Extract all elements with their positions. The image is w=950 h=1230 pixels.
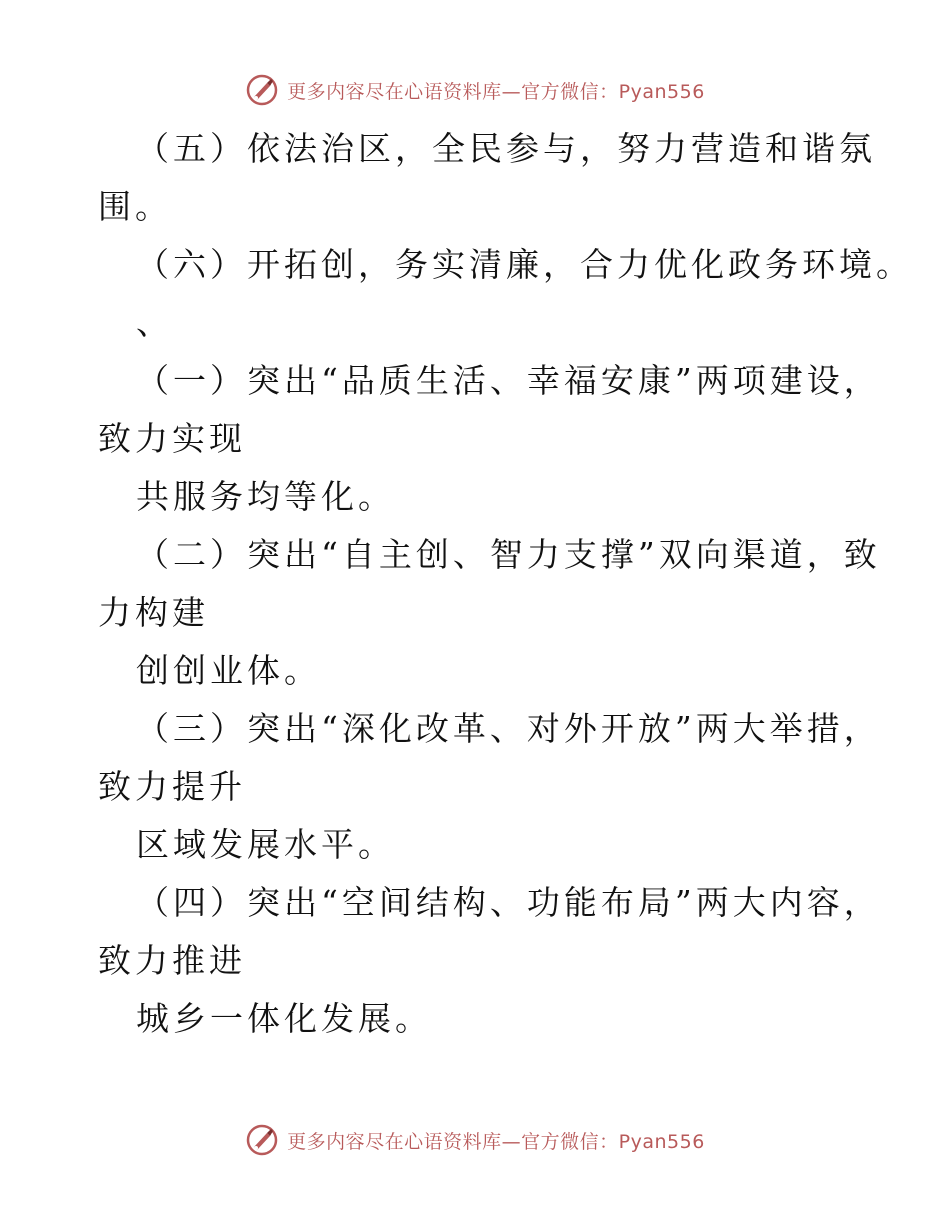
text-line: 致力实现: [98, 419, 246, 458]
watermark-text: 更多内容尽在心语资料库—官方微信：Pyan556: [287, 1130, 705, 1153]
text-line: 创创业体。: [136, 651, 321, 690]
text-line: 致力提升: [98, 767, 246, 806]
text-line: （一）突出“品质生活、幸福安康”两项建设，: [136, 361, 881, 400]
text-line: 共服务均等化。: [136, 477, 395, 516]
text-line: （二）突出“自主创、智力支撑”双向渠道，致: [136, 535, 881, 574]
pen-logo-icon: [245, 73, 279, 107]
text-line: （六）开拓创，务实清廉，合力优化政务环境。: [136, 245, 913, 284]
document-body: [98, 120, 913, 1048]
text-line: 、: [136, 303, 173, 342]
text-line: 区域发展水平。: [136, 825, 395, 864]
text-line: （三）突出“深化改革、对外开放”两大举措，: [136, 709, 881, 748]
text-line: （四）突出“空间结构、功能布局”两大内容，: [136, 883, 881, 922]
text-line: 致力推进: [98, 941, 246, 980]
watermark-text: 更多内容尽在心语资料库—官方微信：Pyan556: [287, 80, 705, 103]
pen-logo-icon: [245, 1123, 279, 1157]
text-line: 围。: [98, 187, 172, 226]
header-watermark: [0, 70, 950, 110]
text-line: 力构建: [98, 593, 209, 632]
text-line: 城乡一体化发展。: [136, 999, 432, 1038]
footer-watermark: [0, 1120, 950, 1160]
text-line: （五）依法治区，全民参与，努力营造和谐氛: [136, 129, 876, 168]
